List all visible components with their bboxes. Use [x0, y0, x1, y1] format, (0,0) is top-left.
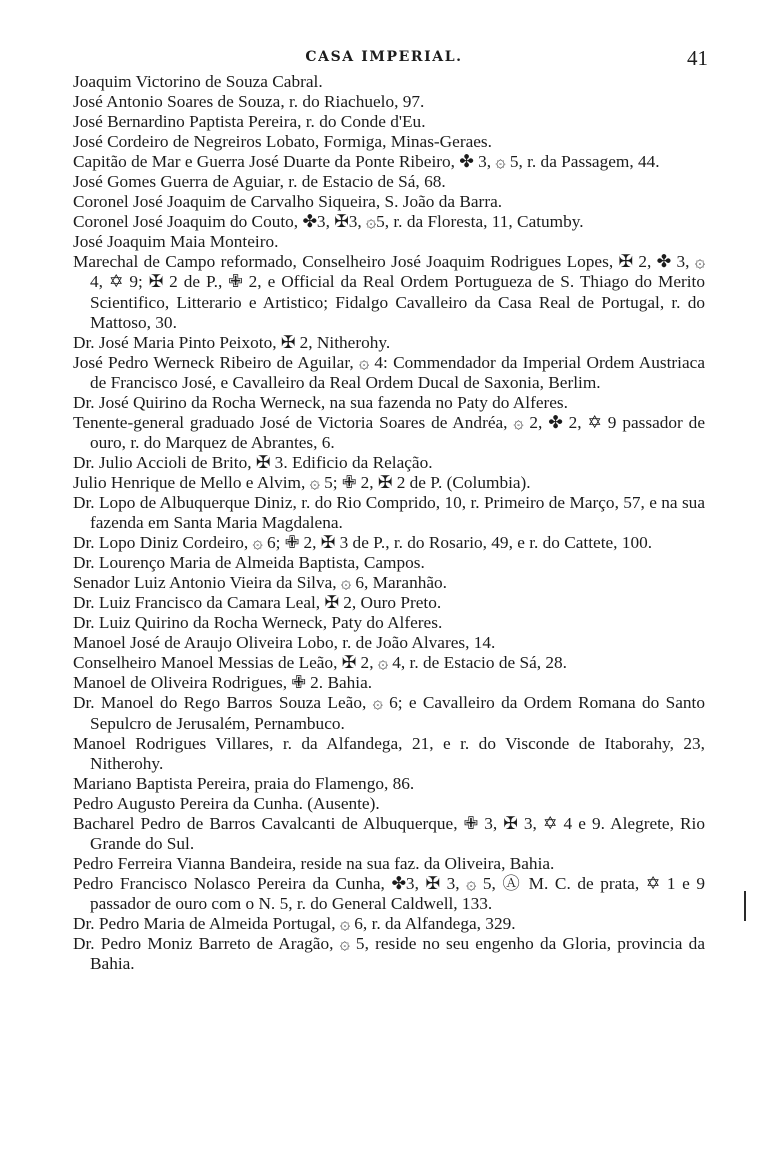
list-item: Coronel José Joaquim do Couto, ✤3, ✠3, ۞5, r. da Floresta, 11, Catumby. — [73, 212, 584, 232]
list-item: José Pedro Werneck Ribeiro de Aguilar, ۞ 4: Commendador da Imperial Ordem Austriaca de Francisco José, e Cavalleiro da Real Ordem Ducal de Saxonia, Berlim. — [73, 352, 705, 392]
list-item: Bacharel Pedro de Barros Cavalcanti de Albuquerque, ✙ 3, ✠ 3, ✡ 4 e 9. Alegrete, Rio Grande do Sul. — [73, 813, 705, 853]
running-title: CASA IMPERIAL. — [305, 49, 463, 65]
list-item: Dr. Lopo de Albuquerque Diniz, r. do Rio Comprido, 10, r. Primeiro de Março, 57, e na sua fazenda em Santa Maria Magdalena. — [73, 492, 705, 533]
list-item: Marechal de Campo reformado, Conselheiro José Joaquim Rodrigues Lopes, ✠ 2, ✤ 3, ۞ 4, ✡ 9; ✠ 2 de P., ✙ 2, e Official da Real Ordem Portugueza de S. Thiago do Merito Scientifico, Litterario e Artistico; Fidalgo Cavalleiro da Casa Real de Portugal, r. do Mattoso, 30. — [73, 252, 705, 332]
list-item: Manoel de Oliveira Rodrigues, ✙ 2. Bahia. — [73, 673, 373, 693]
list-item: Dr. Lopo Diniz Cordeiro, ۞ 6; ✙ 2, ✠ 3 de P., r. do Rosario, 49, e r. do Cattete, 100. — [73, 533, 653, 553]
list-item: Senador Luiz Antonio Vieira da Silva, ۞ 6, Maranhão. — [73, 573, 447, 593]
list-item: Julio Henrique de Mello e Alvim, ۞ 5; ✙ 2, ✠ 2 de P. (Columbia). — [73, 472, 531, 492]
list-item: Dr. Lourenço Maria de Almeida Baptista, Campos. — [73, 553, 425, 573]
list-item: Dr. Luiz Quirino da Rocha Werneck, Paty do Alferes. — [73, 613, 443, 633]
list-item: Dr. Pedro Maria de Almeida Portugal, ۞ 6, r. da Alfandega, 329. — [73, 913, 516, 933]
list-item: Capitão de Mar e Guerra José Duarte da Ponte Ribeiro, ✤ 3, ۞ 5, r. da Passagem, 44. — [73, 152, 660, 172]
list-item: Pedro Augusto Pereira da Cunha. (Ausente). — [73, 793, 380, 813]
list-item: Mariano Baptista Pereira, praia do Flamengo, 86. — [73, 773, 415, 793]
list-item: Dr. José Quirino da Rocha Werneck, na sua fazenda no Paty do Alferes. — [73, 392, 568, 412]
list-item: Pedro Francisco Nolasco Pereira da Cunha, ✤3, ✠ 3, ۞ 5, Ⓐ M. C. de prata, ✡ 1 e 9 passador de ouro com o N. 5, r. do General Caldwell, 133. — [73, 873, 705, 913]
list-item: José Cordeiro de Negreiros Lobato, Formiga, Minas-Geraes. — [73, 132, 492, 152]
list-item: Conselheiro Manoel Messias de Leão, ✠ 2, ۞ 4, r. de Estacio de Sá, 28. — [73, 653, 567, 673]
list-item: Dr. Julio Accioli de Brito, ✠ 3. Edificio da Relação. — [73, 452, 433, 472]
list-item: José Gomes Guerra de Aguiar, r. de Estacio de Sá, 68. — [73, 172, 446, 192]
list-item: Dr. Pedro Moniz Barreto de Aragão, ۞ 5, reside no seu engenho da Gloria, provincia da Bahia. — [73, 934, 705, 974]
entry-list — [73, 72, 705, 974]
list-item: Pedro Ferreira Vianna Bandeira, reside na sua faz. da Oliveira, Bahia. — [73, 853, 555, 873]
page-header — [0, 46, 768, 73]
page-number: 41 — [687, 46, 708, 70]
list-item: Manoel José de Araujo Oliveira Lobo, r. de João Alvares, 14. — [73, 633, 496, 653]
list-item: Joaquim Victorino de Souza Cabral. — [73, 72, 323, 91]
list-item: Dr. Manoel do Rego Barros Souza Leão, ۞ 6; e Cavalleiro da Ordem Romana do Santo Sepulcro de Jerusalém, Pernambuco. — [73, 693, 705, 733]
list-item: Dr. Luiz Francisco da Camara Leal, ✠ 2, Ouro Preto. — [73, 593, 442, 613]
list-item: Tenente-general graduado José de Victoria Soares de Andréa, ۞ 2, ✤ 2, ✡ 9 passador de ouro, r. do Marquez de Abrantes, 6. — [73, 412, 705, 452]
list-item: José Antonio Soares de Souza, r. do Riachuelo, 97. — [73, 92, 425, 112]
list-item: Coronel José Joaquim de Carvalho Siqueira, S. João da Barra. — [73, 192, 503, 212]
list-item: Dr. José Maria Pinto Peixoto, ✠ 2, Nitherohy. — [73, 332, 391, 352]
list-item: José Bernardino Paptista Pereira, r. do Conde d'Eu. — [73, 112, 426, 132]
list-item: José Joaquim Maia Monteiro. — [73, 232, 279, 252]
margin-mark — [744, 891, 746, 921]
list-item: Manoel Rodrigues Villares, r. da Alfandega, 21, e r. do Visconde de Itaborahy, 23, Nitherohy. — [73, 733, 705, 773]
